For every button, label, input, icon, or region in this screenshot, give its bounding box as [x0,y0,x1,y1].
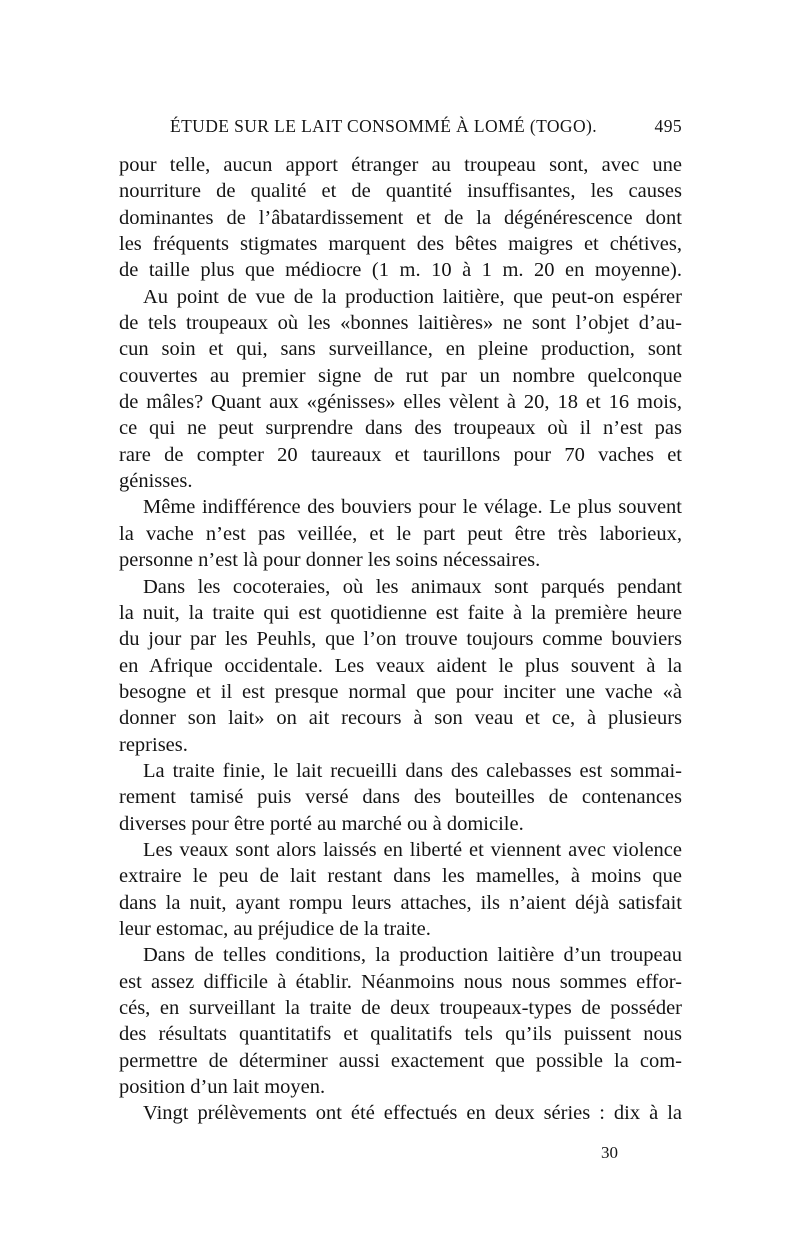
text-line: en Afrique occidentale. Les veaux aident le plus souvent à la [119,654,682,677]
text-line: La traite finie, le lait recueilli dans des calebasses est sommai- [143,759,682,782]
text-line: Vingt prélèvements ont été effectués en deux séries : dix à la [143,1102,682,1125]
text-line: diverses pour être porté au marché ou à domicile. [119,812,524,835]
text-line: pour telle, aucun apport étranger au troupeau sont, avec une [119,154,682,176]
text-line: la vache n’est pas veillée, et le part peut être très laborieux, [119,522,682,545]
text-line: nourriture de qualité et de quantité insuffisantes, les causes [119,180,682,203]
text-line: extraire le peu de lait restant dans les mamelles, à moins que [119,865,682,888]
page-number: 495 [654,116,682,136]
text-line: de tels troupeaux où les «bonnes laitières» ne sont l’objet d’au- [119,312,682,335]
text-line: permettre de déterminer aussi exactement que possible la com- [119,1049,682,1072]
text-line: cun soin et qui, sans surveillance, en pleine production, sont [119,338,682,361]
text-line: ce qui ne peut surprendre dans des troupeaux où il n’est pas [119,417,682,440]
text-line: de taille plus que médiocre (1 m. 10 à 1 m. 20 en moyenne). [119,259,682,282]
text-line: génisses. [119,470,193,493]
text-line: Dans les cocoteraies, où les animaux sont parqués pendant [143,575,682,598]
text-line: des résultats quantitatifs et qualitatifs tels qu’ils puissent nous [119,1023,682,1046]
text-line: les fréquents stigmates marquent des bêtes maigres et chétives, [119,233,682,256]
text-line: besogne et il est presque normal que pour inciter une vache «à [119,680,682,703]
text-line: personne n’est là pour donner les soins nécessaires. [119,549,541,572]
signature-mark: 30 [601,1143,618,1162]
text-line: Même indifférence des bouviers pour le vélage. Le plus souvent [143,496,682,519]
text-line: reprises. [119,733,188,756]
text-line: cés, en surveillant la traite de deux troupeaux-types de posséder [119,997,682,1019]
text-line: Au point de vue de la production laitière, que peut-on espérer [143,285,682,308]
running-title: ÉTUDE SUR LE LAIT CONSOMMÉ À LOMÉ (TOGO). [170,116,597,136]
text-line: dominantes de l’âbatardissement et de la dégénérescence dont [119,206,682,229]
text-line: Les veaux sont alors laissés en liberté et viennent avec violence [143,838,682,861]
text-line: de mâles? Quant aux «génisses» elles vèlent à 20, 18 et 16 mois, [119,391,682,414]
body-text [119,152,682,1127]
text-line: position d’un lait moyen. [119,1076,326,1099]
text-line: Dans de telles conditions, la production laitière d’un troupeau [143,944,682,967]
text-line: rement tamisé puis versé dans des bouteilles de contenances [119,786,682,809]
text-line: couvertes au premier signe de rut par un nombre quelconque [119,364,682,387]
text-line: rare de compter 20 taureaux et taurillons pour 70 vaches et [119,443,682,466]
text-line: la nuit, la traite qui est quotidienne est faite à la première heure [119,601,682,624]
text-line: est assez difficile à établir. Néanmoins nous nous sommes effor- [119,970,682,993]
text-line: du jour par les Peuhls, que l’on trouve toujours comme bouviers [119,628,682,651]
text-line: donner son lait» on ait recours à son veau et ce, à plusieurs [119,707,682,730]
text-line: dans la nuit, ayant rompu leurs attaches, ils n’aient déjà satisfait [119,891,682,914]
running-head [120,116,682,142]
text-line: leur estomac, au préjudice de la traite. [119,917,431,940]
